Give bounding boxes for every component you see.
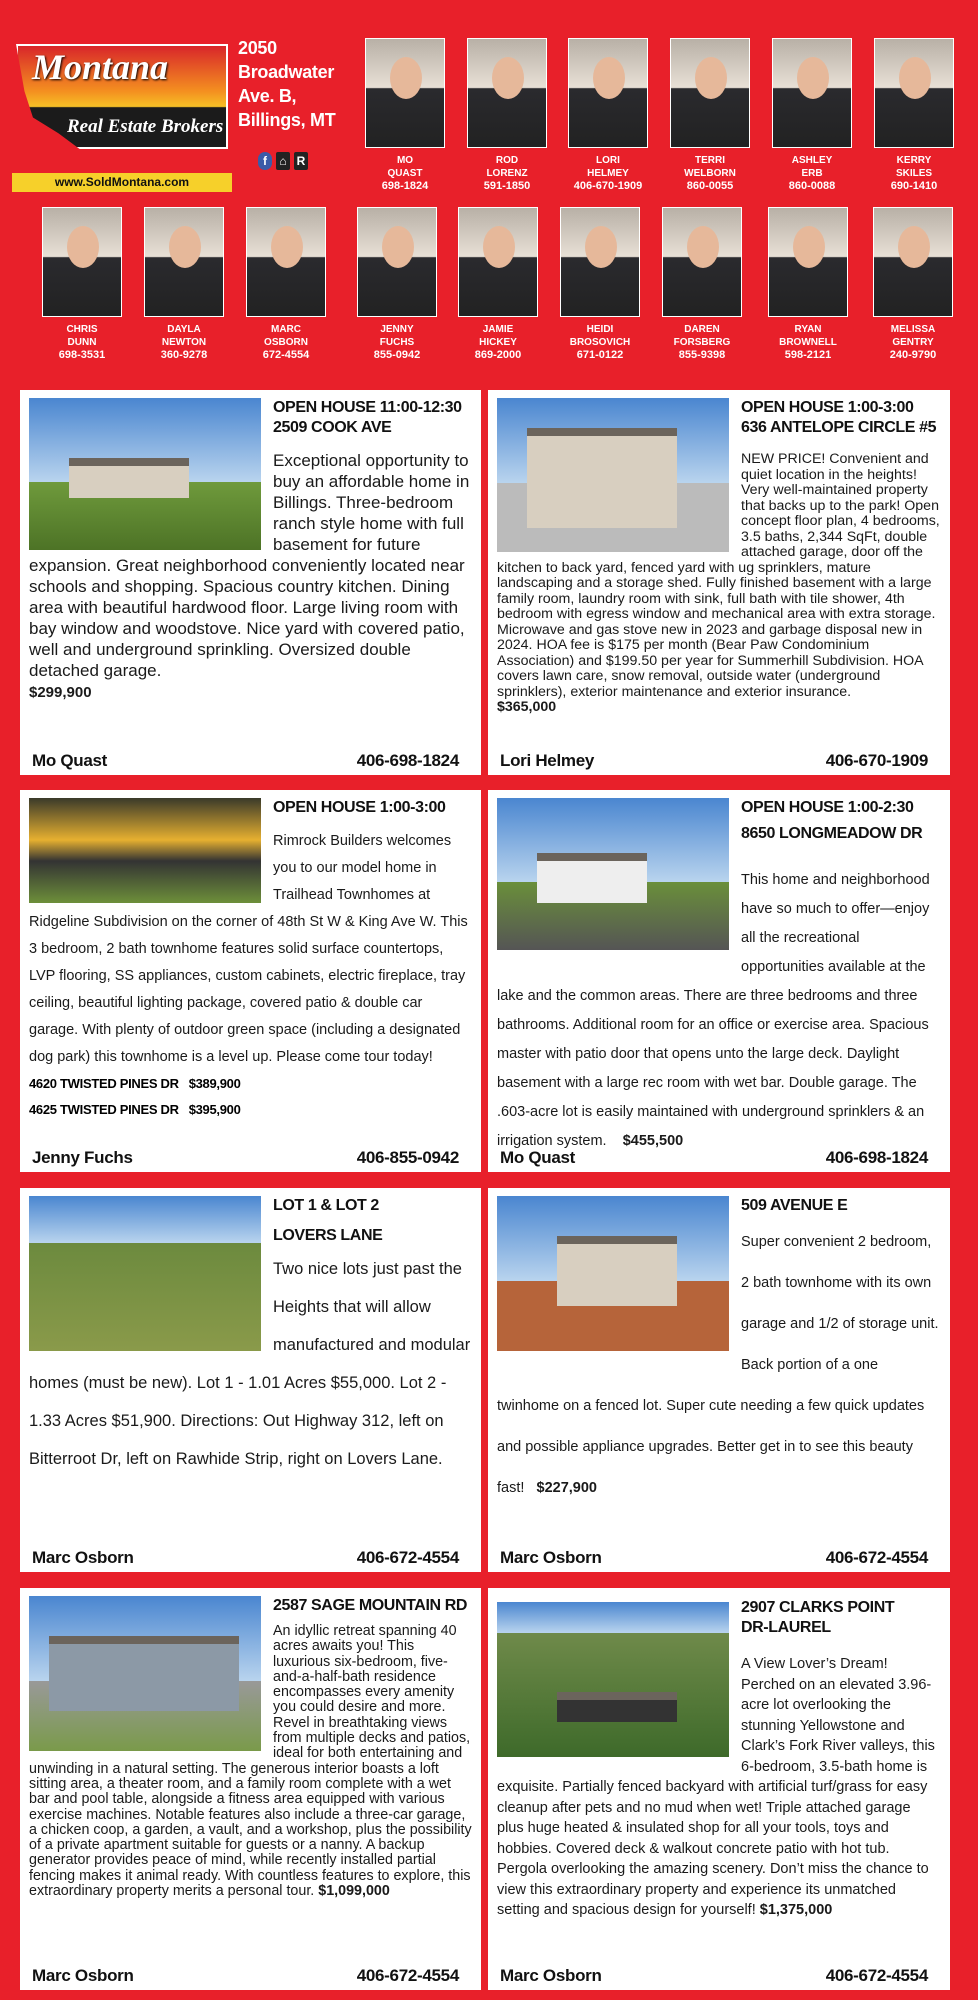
agent-phone[interactable]: 591-1850 xyxy=(483,180,531,192)
listing-address: 2509 COOK AVE xyxy=(273,419,392,436)
agent-phone[interactable]: 855-0942 xyxy=(373,349,421,361)
agent-photo xyxy=(458,207,538,317)
agent-last-name: NEWTON xyxy=(161,337,207,348)
agent-last-name: GENTRY xyxy=(892,337,934,348)
address-line: 2050 xyxy=(238,38,277,58)
agent-first-name: KERRY xyxy=(896,155,932,166)
agent-card xyxy=(143,207,225,362)
agent-last-name: BROSOVICH xyxy=(569,337,631,348)
agent-photo xyxy=(144,207,224,317)
agent-phone[interactable]: 360-9278 xyxy=(160,349,208,361)
agent-last-name: LORENZ xyxy=(486,168,528,179)
agent-last-name: QUAST xyxy=(387,168,423,179)
address-line: Broadwater xyxy=(238,62,335,82)
listing-address: DR-LAUREL xyxy=(741,1619,831,1636)
agent-phone[interactable]: 869-2000 xyxy=(474,349,522,361)
agent-last-name: HICKEY xyxy=(479,337,517,348)
realtor-icon: R xyxy=(294,152,308,170)
agent-phone[interactable]: 240-9790 xyxy=(889,349,937,361)
agent-phone[interactable]: 406-698-1824 xyxy=(825,1148,928,1167)
agent-first-name: RYAN xyxy=(794,324,822,335)
listing-description: A View Lover’s Dream! Perched on an elevated 3.96-acre lot overlooking the stunning Yellowstone and Clark’s Fork River valleys, this 6-bedroom, 3.5-bath home is exquisite. Partially fenced backyard with artificial turf/grass for easy cleanup after pets and no mud when wet! Triple attached garage plus huge heated & insulated shop for all your tools, toys and hobbies. Covered deck & walkout concrete patio with hot tub. Pergola overlooking the amazing scenery. Don’t miss the chance to view this extraordinary property and experience its unmatched setting and spacious design for yourself! xyxy=(497,1656,935,1918)
listing-price: $365,000 xyxy=(497,699,557,715)
listing-title: OPEN HOUSE 1:00-3:00 xyxy=(741,399,914,416)
listing-price: $455,500 xyxy=(622,1133,684,1149)
listing-price: $227,900 xyxy=(536,1480,597,1496)
agent-photo xyxy=(772,38,852,148)
agent-first-name: ROD xyxy=(495,155,519,166)
agent-first-name: MO xyxy=(396,155,414,166)
listing-title: OPEN HOUSE 1:00-3:00 xyxy=(273,799,446,816)
agent-name: Mo Quast xyxy=(500,1148,576,1167)
agent-phone[interactable]: 406-672-4554 xyxy=(356,1548,459,1567)
listing-card xyxy=(488,1588,950,1990)
unit-address: 4620 TWISTED PINES DR xyxy=(29,1076,179,1091)
agent-card xyxy=(457,207,539,362)
agent-phone[interactable]: 406-672-4554 xyxy=(356,1966,459,1985)
address-line: Ave. B, xyxy=(238,86,297,106)
agent-first-name: JENNY xyxy=(380,324,414,335)
brokerage-logo xyxy=(12,40,230,155)
listing-address: 8650 LONGMEADOW DR xyxy=(741,825,923,842)
agent-last-name: FORSBERG xyxy=(673,337,731,348)
agent-phone[interactable]: 406-670-1909 xyxy=(573,180,643,192)
agent-photo xyxy=(670,38,750,148)
agent-photo xyxy=(560,207,640,317)
agent-name: Marc Osborn xyxy=(32,1966,134,1985)
price-line xyxy=(29,1097,472,1123)
equal-housing-icon: ⌂ xyxy=(276,152,290,170)
agent-phone[interactable]: 690-1410 xyxy=(890,180,938,192)
listing-price: $299,900 xyxy=(29,684,92,701)
agent-photo xyxy=(768,207,848,317)
agent-photo xyxy=(357,207,437,317)
agent-photo xyxy=(874,38,954,148)
agent-card xyxy=(559,207,641,362)
agent-name: Lori Helmey xyxy=(500,751,595,770)
listing-price: $1,099,000 xyxy=(318,1883,390,1900)
listing-photo xyxy=(29,1596,261,1751)
listing-description: This home and neighborhood have so much to offer—enjoy all the recreational opportunities available at the lake and the common areas. There are three bedrooms and three bathrooms. Additional room for an office or exercise area. Spacious master with patio door that opens unto the large deck. Daylight basement with a large rec room with wet bar. Double garage. The .603-acre lot is easily maintained with underground sprinklers & an irrigation system. xyxy=(497,872,930,1149)
agent-first-name: DAREN xyxy=(684,324,720,335)
agent-card xyxy=(466,38,548,193)
logo-title: Montana xyxy=(32,47,169,87)
website-link[interactable]: www.SoldMontana.com xyxy=(12,173,232,192)
address-line: Billings, MT xyxy=(238,110,336,130)
agent-phone[interactable]: 860-0055 xyxy=(686,180,734,192)
listing-title: OPEN HOUSE 11:00-12:30 xyxy=(273,399,462,416)
listing-address: 636 ANTELOPE CIRCLE #5 xyxy=(741,419,937,436)
agent-photo xyxy=(662,207,742,317)
agent-card xyxy=(873,38,955,193)
agent-first-name: LORI xyxy=(596,155,620,166)
listing-card xyxy=(20,790,481,1172)
agent-name: Mo Quast xyxy=(32,751,108,770)
agent-name: Marc Osborn xyxy=(500,1966,602,1985)
agent-photo xyxy=(365,38,445,148)
unit-price: $395,900 xyxy=(188,1102,241,1117)
logo-subtitle: Real Estate Brokers xyxy=(67,116,224,137)
agent-card xyxy=(245,207,327,362)
listing-photo xyxy=(497,798,729,950)
agent-phone[interactable]: 698-3531 xyxy=(58,349,106,361)
social-icons xyxy=(258,152,308,170)
listing-description: Two nice lots just past the Heights that will allow manufactured and modular homes (must be new). Lot 1 - 1.01 Acres $55,000. Lot 2 - 1.33 Acres $51,900. Directions: Out Highway 312, left on Bitterroot Dr, left on Rawhide Strip, right on Lovers Lane. xyxy=(29,1260,471,1468)
listing-card xyxy=(20,1188,481,1572)
agent-name: Marc Osborn xyxy=(32,1548,134,1567)
listing-card xyxy=(488,390,950,775)
agent-first-name: MELISSA xyxy=(890,324,936,335)
listing-photo xyxy=(497,1196,729,1351)
agent-photo xyxy=(246,207,326,317)
agent-phone[interactable]: 855-9398 xyxy=(678,349,726,361)
agent-name: Marc Osborn xyxy=(500,1548,602,1567)
agent-phone[interactable]: 406-672-4554 xyxy=(825,1966,928,1985)
agent-card xyxy=(364,38,446,193)
listing-description: An idyllic retreat spanning 40 acres awaits you! This luxurious six-bedroom, five-and-a-half-bath residence encompasses every amenity you could desire and more. Revel in breathtaking views from multiple decks and patios, ideal for both entertaining and unwinding in a natural setting. The generous interior boasts a loft sitting area, a theater room, and a family room complete with a wet bar and pool table, alongside a fitness area equipped with various exercise machines. Notable features also include a three-car garage, a chicken coop, a garden, a vault, and a workshop, plus the possibility of a private apartment suitable for guests or a nanny. A backup generator provides peace of mind, while recently installed partial fencing makes it animal ready. With countless features to explore, this extraordinary property merits a personal tour. xyxy=(29,1623,472,1900)
agent-last-name: WELBORN xyxy=(684,168,736,179)
agent-last-name: ERB xyxy=(801,168,823,179)
agent-card xyxy=(567,38,649,193)
agent-first-name: CHRIS xyxy=(66,324,98,335)
agent-photo xyxy=(467,38,547,148)
agent-name: Jenny Fuchs xyxy=(32,1148,133,1167)
listing-card xyxy=(488,790,950,1172)
agent-card xyxy=(771,38,853,193)
agent-photo xyxy=(568,38,648,148)
agent-first-name: HEIDI xyxy=(586,324,614,335)
listing-photo xyxy=(29,398,261,550)
listing-photo xyxy=(29,1196,261,1351)
agent-photo xyxy=(873,207,953,317)
listing-description: NEW PRICE! Convenient and quiet location in the heights! Very well-maintained property that backs up to the park! Open concept floor plan, 4 bedrooms, 3.5 baths, 2,344 SqFt, double attached garage, door off the kitchen to back yard, fenced yard with ug sprinklers, mature landscaping and a storage shed. Fully finished basement with a large family room, laundry room with sink, full bath with tile shower, 4th bedroom with egress window and mechanical area with extra storage. Microwave and gas stove new in 2023 and garbage disposal new in 2024. HOA fee is $175 per month (Bear Paw Condominium Association) and $199.50 per year for Summerhill Subdivision. HOA covers lawn care, snow removal, outside water (underground sprinklers), exterior maintenance and exterior insurance. xyxy=(497,451,940,700)
listing-title: OPEN HOUSE 1:00-2:30 xyxy=(741,799,914,816)
listing-description: Super convenient 2 bedroom, 2 bath townhome with its own garage and 1/2 of storage unit. Back portion of a one twinhome on a fenced lot. Super cute needing a few quick updates and possible appliance upgrades. Better get in to see this beauty fast! xyxy=(497,1234,939,1496)
agent-last-name: DUNN xyxy=(67,337,97,348)
agent-phone[interactable]: 406-670-1909 xyxy=(825,751,928,770)
unit-address: 4625 TWISTED PINES DR xyxy=(29,1102,179,1117)
agent-first-name: TERRI xyxy=(695,155,725,166)
listing-photo xyxy=(497,1602,729,1757)
facebook-icon[interactable]: f xyxy=(258,152,272,170)
agent-photo xyxy=(42,207,122,317)
agent-first-name: MARC xyxy=(271,324,301,335)
agent-phone[interactable]: 698-1824 xyxy=(381,180,429,192)
agent-phone[interactable]: 406-672-4554 xyxy=(825,1548,928,1567)
agent-card xyxy=(872,207,954,362)
listing-title: 2587 SAGE MOUNTAIN RD xyxy=(273,1597,468,1614)
listing-title: LOT 1 & LOT 2 xyxy=(273,1197,379,1214)
agent-phone[interactable]: 406-698-1824 xyxy=(356,751,459,770)
listing-card xyxy=(488,1188,950,1572)
listing-title: 2907 CLARKS POINT xyxy=(741,1599,895,1616)
listing-description: Exceptional opportunity to buy an affordable home in Billings. Three-bedroom ranch style home with full basement for future expansion. Great neighborhood conveniently located near schools and shopping. Spacious country kitchen. Dining area with beautiful hardwood floor. Large living room with bay window and woodstove. Nice yard with covered patio, well and underground sprinkling. Oversized double detached garage. xyxy=(29,451,470,680)
unit-price: $389,900 xyxy=(188,1076,241,1091)
agent-phone[interactable]: 671-0122 xyxy=(576,349,624,361)
agent-card xyxy=(356,207,438,362)
listing-price: $1,375,000 xyxy=(759,1902,833,1918)
agent-last-name: HELMEY xyxy=(587,168,629,179)
agent-card xyxy=(41,207,123,362)
listing-title: 509 AVENUE E xyxy=(741,1197,848,1214)
agent-first-name: DAYLA xyxy=(167,324,201,335)
agent-phone[interactable]: 672-4554 xyxy=(262,349,310,361)
agent-card xyxy=(669,38,751,193)
agent-card xyxy=(767,207,849,362)
agent-first-name: ASHLEY xyxy=(791,155,833,166)
agent-last-name: OSBORN xyxy=(264,337,308,348)
agent-last-name: FUCHS xyxy=(379,337,415,348)
office-address xyxy=(238,36,335,132)
listing-photo xyxy=(29,798,261,903)
agent-phone[interactable]: 598-2121 xyxy=(784,349,832,361)
agent-phone[interactable]: 406-855-0942 xyxy=(356,1148,459,1167)
agent-phone[interactable]: 860-0088 xyxy=(788,180,836,192)
listing-address: LOVERS LANE xyxy=(273,1227,383,1244)
listing-description: Rimrock Builders welcomes you to our model home in Trailhead Townhomes at Ridgeline Subdivision on the corner of 48th St W & King Ave W. This 3 bedroom, 2 bath townhome features solid surface countertops, LVP flooring, SS appliances, custom cabinets, electric fireplace, tray ceiling, beautiful lighting package, covered patio & double car garage. With plenty of outdoor green space (including a designated dog park) this townhome is a level up. Please come tour today! xyxy=(29,833,468,1065)
agent-last-name: SKILES xyxy=(895,168,933,179)
listing-photo xyxy=(497,398,729,552)
agent-first-name: JAMIE xyxy=(482,324,514,335)
listing-card xyxy=(20,390,481,775)
agent-last-name: BROWNELL xyxy=(779,337,837,348)
listing-card xyxy=(20,1588,481,1990)
agent-card xyxy=(661,207,743,362)
price-line xyxy=(29,1071,472,1097)
